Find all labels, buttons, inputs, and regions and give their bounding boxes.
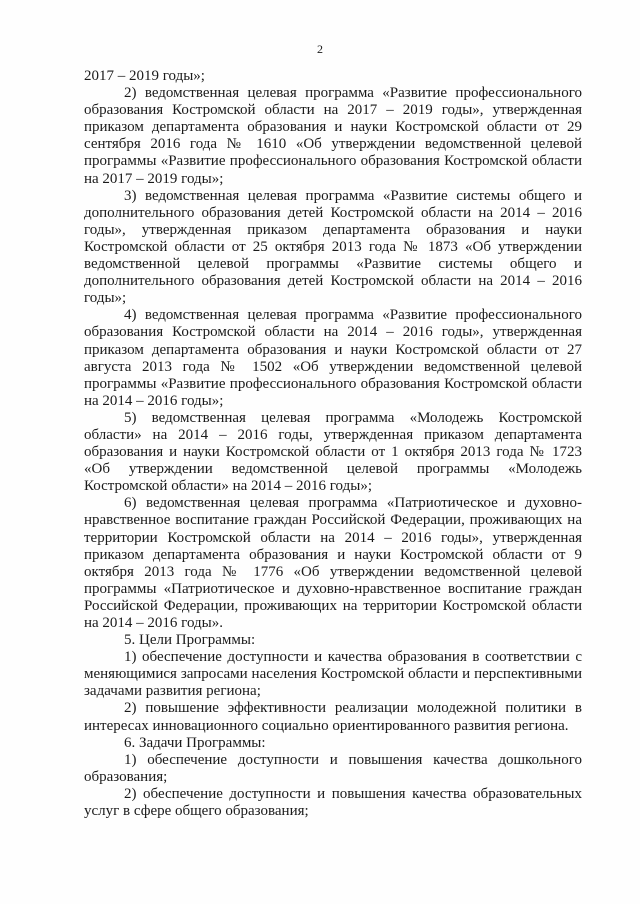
list-item-goal-2: 2) повышение эффективности реализации молодежной политики в интересах инновационного социально ориентированного развития региона. <box>84 700 582 734</box>
list-item-goal-1: 1) обеспечение доступности и качества образования в соответствии с меняющимися запросами населения Костромской области и перспективными задачами развития региона; <box>84 649 582 700</box>
page-number: 2 <box>317 42 323 56</box>
list-item-program-2: 2) ведомственная целевая программа «Развитие профессионального образования Костромской области на 2017 – 2019 годы», утвержденная приказом департамента образования и науки Костромской области от 29 сентября 2016 года № 1610 «Об утверждении ведомственной целевой программы «Развитие профессионального образования Костромской области на 2017 – 2019 годы»; <box>84 85 582 187</box>
section-heading-tasks: 6. Задачи Программы: <box>124 734 266 751</box>
paragraph-continuation: 2017 – 2019 годы»; <box>84 68 205 84</box>
list-item-program-5: 5) ведомственная целевая программа «Молодежь Костромской области» на 2014 – 2016 годы, утвержденная приказом департамента образования и науки Костромской области от 1 октября 2013 года № 1723 «Об утверждении ведомственной целевой программы «Молодежь Костромской области» на 2014 – 2016 годы»; <box>84 409 582 495</box>
list-item-program-3: 3) ведомственная целевая программа «Развитие системы общего и дополнительного образования детей Костромской области на 2014 – 2016 годы», утвержденная приказом департамента образования и науки Костромской области от 25 октября 2013 года № 1873 «Об утверждении ведомственной целевой программы «Развитие системы общего и дополнительного образования детей Костромской области на 2014 – 2016 годы»; <box>84 187 582 307</box>
list-item-task-1: 1) обеспечение доступности и повышения качества дошкольного образования; <box>84 751 582 785</box>
list-item-program-6: 6) ведомственная целевая программа «Патриотическое и духовно-нравственное воспитание граждан Российской Федерации, проживающих на территории Костромской области на 2014 – 2016 годы», утвержденная приказом департамента образования и науки Костромской области от 9 октября 2013 года № 1776 «Об утверждении ведомственной целевой программы «Патриотическое и духовно-нравственное воспитание граждан Российской Федерации, проживающих на территории Костромской области на 2014 – 2016 годы». <box>84 495 582 631</box>
list-item-task-2: 2) обеспечение доступности и повышения качества образовательных услуг в сфере общего образования; <box>84 785 582 820</box>
list-item-program-4: 4) ведомственная целевая программа «Развитие профессионального образования Костромской области на 2014 – 2016 годы», утвержденная приказом департамента образования и науки Костромской области от 27 августа 2013 года № 1502 «Об утверждении ведомственной целевой программы «Развитие профессионального образования Костромской области на 2014 – 2016 годы»; <box>84 307 582 409</box>
section-heading-goals: 5. Цели Программы: <box>124 632 256 649</box>
document-body <box>84 68 582 820</box>
